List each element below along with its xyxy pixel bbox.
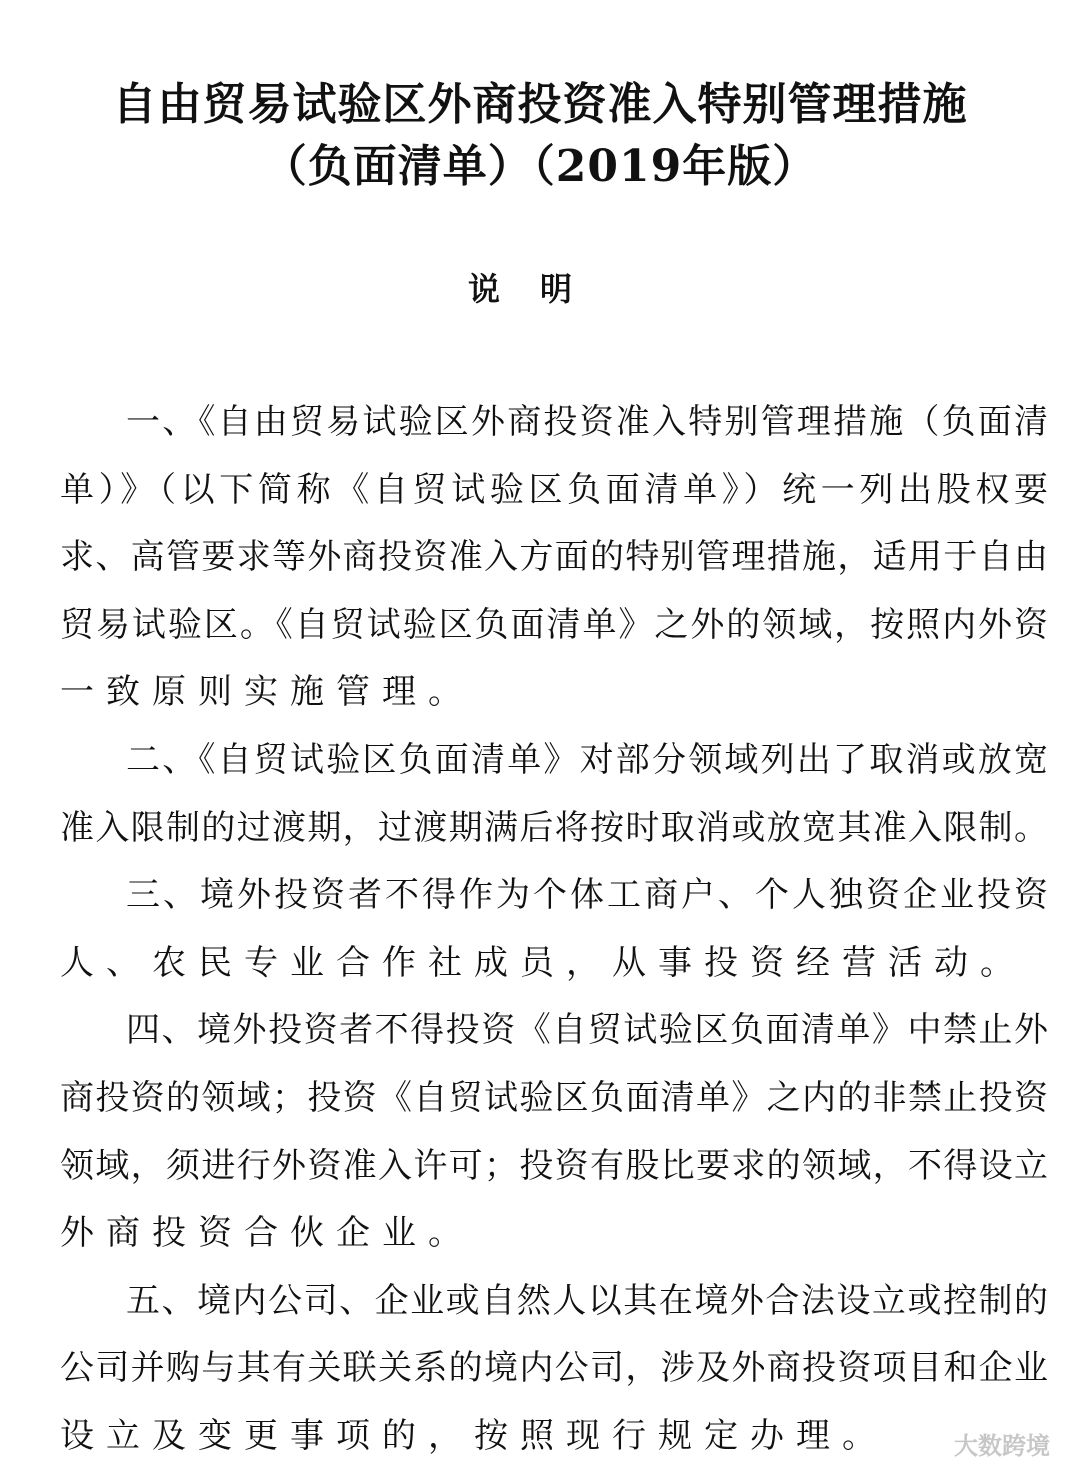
text-line: 领域，须进行外资准入许可；投资有股比要求的领域，不得设立 xyxy=(60,1145,1048,1186)
document-title-line-2: （负面清单）（2019年版） xyxy=(262,141,818,192)
text-line: 二、《自贸试验区负面清单》对部分领域列出了取消或放宽 xyxy=(126,739,1048,780)
document-body xyxy=(60,397,1048,1479)
text-line: 五、境内公司、企业或自然人以其在境外合法设立或控制的 xyxy=(126,1280,1048,1321)
text-line: 贸易试验区。《自贸试验区负面清单》之外的领域，按照内外资 xyxy=(60,604,1048,645)
text-line: 外商投资合伙企业。 xyxy=(60,1213,474,1254)
text-line: 一致原则实施管理。 xyxy=(60,672,474,713)
text-line: 设立及变更事项的，按照现行规定办理。 xyxy=(60,1415,888,1456)
text-line: 准入限制的过渡期，过渡期满后将按时取消或放宽其准入限制。 xyxy=(60,807,1048,848)
text-line: 四、境外投资者不得投资《自贸试验区负面清单》中禁止外 xyxy=(126,1010,1048,1051)
watermark-logo: 大数跨境 xyxy=(954,1432,1050,1460)
text-line: 人、农民专业合作社成员，从事投资经营活动。 xyxy=(60,942,1026,983)
document-title-line-1: 自由贸易试验区外商投资准入特别管理措施 xyxy=(112,79,968,130)
text-line: 单）》（以下简称《自贸试验区负面清单》）统一列出股权要 xyxy=(60,469,1048,510)
section-heading: 说明 xyxy=(467,270,612,308)
text-line: 商投资的领域；投资《自贸试验区负面清单》之内的非禁止投资 xyxy=(60,1077,1048,1118)
text-line: 求、高管要求等外商投资准入方面的特别管理措施，适用于自由 xyxy=(60,537,1048,578)
text-line: 三、境外投资者不得作为个体工商户、个人独资企业投资 xyxy=(126,875,1048,916)
text-line: 公司并购与其有关联关系的境内公司，涉及外商投资项目和企业 xyxy=(60,1348,1048,1389)
text-line: 一、《自由贸易试验区外商投资准入特别管理措施（负面清 xyxy=(126,402,1048,442)
